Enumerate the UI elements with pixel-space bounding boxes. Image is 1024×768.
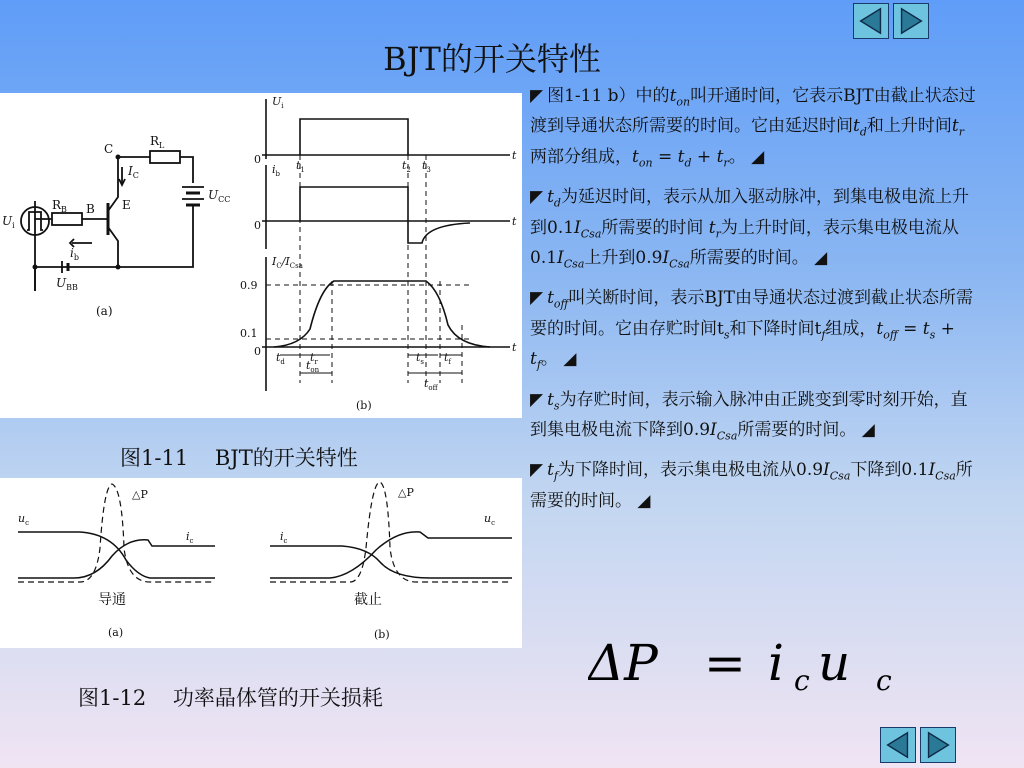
formula-i: i xyxy=(768,634,784,692)
left-uc-label: $u_c$ xyxy=(18,512,30,527)
bullet-item: ◤ $t_s$为存贮时间，表示输入脉冲由正跳变到零时刻开始，直到集电极电流下降到$0.9I_{Csa}$所需要的时间。 ◢ xyxy=(530,389,968,443)
wave-ui-label: $U_i$ xyxy=(272,95,284,110)
math-var: $t_s$ xyxy=(547,389,560,412)
circuit-panel-label: (a) xyxy=(96,304,113,318)
time-axis-label: t xyxy=(512,149,517,162)
t1-label: $t_1$ xyxy=(296,159,305,174)
formula-equals: = xyxy=(704,634,746,692)
bullet-item: ◤ 图1-11 b）中的$t_{on}$叫开通时间，它表示BJT由截止状态过渡到导通状态所需要的时间。它由延迟时间$t_d$和上升时间$t_r$两部分组成，$t_{on} = t_d + t_r$。 ◢ xyxy=(530,86,976,170)
origin-label: 0 xyxy=(254,219,261,232)
tr-label: $t_r$ xyxy=(310,351,318,366)
waveform-panel-label: (b) xyxy=(356,399,372,412)
bullet-marker-icon: ◤ xyxy=(530,288,544,309)
figure-1-11 xyxy=(0,93,522,418)
prev-slide-button-bottom[interactable] xyxy=(880,727,916,763)
ucc-label: $U_{CC}$ xyxy=(208,188,231,204)
bullet-marker-icon: ◤ xyxy=(530,86,544,106)
formula-u: u xyxy=(818,634,851,692)
bullet-item: ◤ $t_d$为延迟时间，表示从加入驱动脉冲，到集电极电流上升到$0.1I_{Csa}$所需要的时间 $t_r$为上升时间，表示集电极电流从$0.1I_{Csa}$上升到$0.9I_{Csa}$所需要的时间。 ◢ xyxy=(530,187,969,271)
ic-label: $I_C$ xyxy=(128,164,139,180)
figure-1-12-caption: 图1-12 功率晶体管的开关损耗 xyxy=(78,686,383,710)
math-var: $t_{off}$ xyxy=(876,318,898,342)
power-loss-formula xyxy=(588,628,918,696)
prev-slide-button[interactable] xyxy=(853,3,889,39)
left-panel-label: (a) xyxy=(108,626,124,639)
math-var: $t_{on}$ xyxy=(669,86,691,109)
formula-i-sub: c xyxy=(794,664,810,696)
left-ic-label: $i_c$ xyxy=(186,530,194,545)
page-title: BJT的开关特性 xyxy=(383,40,601,78)
right-panel-label: (b) xyxy=(374,628,390,641)
t2-label: $t_2$ xyxy=(402,159,411,174)
ui-label: $U_i$ xyxy=(2,214,15,230)
emitter-label: E xyxy=(122,198,131,212)
level-01-label: 0.1 xyxy=(240,327,258,340)
math-var: $t_r$ xyxy=(951,116,964,139)
math-var: $I_{Csa}$ xyxy=(557,247,585,271)
ubb-label: $U_{BB}$ xyxy=(56,276,78,292)
td-label: $t_d$ xyxy=(276,351,285,366)
math-var: f xyxy=(821,328,826,342)
bullet-marker-icon: ◤ xyxy=(530,187,544,208)
origin-label: 0 xyxy=(254,345,261,358)
next-slide-button-bottom[interactable] xyxy=(920,727,956,763)
math-var: $t_{on}$ xyxy=(632,146,653,170)
bullet-item: ◤ $t_{off}$叫关断时间，表示BJT由导通状态过渡到截止状态所需要的时间。它由存贮时间$t_s$和下降时间$t_f$组成，$t_{off} = t_s + t_f$。 ◢ xyxy=(530,288,973,372)
left-name-label: 导通 xyxy=(98,592,126,608)
wave-ic-label: $I_C/I_{Csa}$ xyxy=(272,255,303,270)
right-uc-label: $u_c$ xyxy=(484,512,496,527)
formula-lhs: ΔP xyxy=(588,634,658,692)
ton-label: $t_{on}$ xyxy=(306,359,320,374)
next-slide-button[interactable] xyxy=(893,3,929,39)
t3-label: $t_3$ xyxy=(422,159,431,174)
time-axis-label: t xyxy=(512,341,517,354)
triangle-left-icon xyxy=(854,4,888,38)
time-axis-label: t xyxy=(512,215,517,228)
wave-ib-label: $i_b$ xyxy=(272,163,281,178)
rl-label: $R_L$ xyxy=(150,134,165,150)
math-var: $t_f$ xyxy=(530,349,541,372)
bullet-marker-icon: ◤ xyxy=(530,460,544,481)
right-ic-label: $i_c$ xyxy=(280,530,288,545)
left-dp-label: △P xyxy=(132,488,148,501)
math-var: $t_d$ xyxy=(853,116,867,139)
math-var: $t_d$ xyxy=(547,187,561,210)
tf-label: $t_f$ xyxy=(444,351,452,366)
bullet-item: ◤ $t_f$为下降时间，表示集电极电流从$0.9I_{Csa}$下降到$0.1I_{Csa}$所需要的时间。 ◢ xyxy=(530,460,973,511)
math-var: $t_f$ xyxy=(547,460,558,483)
figure-1-12 xyxy=(0,478,522,648)
collector-label: C xyxy=(104,142,114,156)
ib-label: $i_b$ xyxy=(70,246,79,262)
right-name-label: 截止 xyxy=(354,592,382,608)
level-09-label: 0.9 xyxy=(240,279,258,292)
ts-label: $t_s$ xyxy=(416,351,425,366)
triangle-right-icon xyxy=(894,4,928,38)
base-label: B xyxy=(86,202,95,216)
math-var: $I_{Csa}$ xyxy=(928,460,956,483)
math-var: $t_d$ xyxy=(677,146,692,170)
bullet-marker-icon: ◤ xyxy=(530,389,544,410)
formula-u-sub: c xyxy=(876,664,892,696)
triangle-left-icon xyxy=(881,728,915,762)
math-var: $I_{Csa}$ xyxy=(662,247,690,271)
origin-label: 0 xyxy=(254,153,261,166)
math-var: $t_r$ xyxy=(716,146,729,170)
math-var: $I_{Csa}$ xyxy=(574,217,602,240)
right-dp-label: △P xyxy=(398,486,414,499)
figure-1-11-caption: 图1-11 BJT的开关特性 xyxy=(120,446,358,470)
triangle-right-icon xyxy=(921,728,955,762)
math-var: $t_r$ xyxy=(708,217,721,240)
math-var: s xyxy=(723,328,730,342)
math-var: $I_{Csa}$ xyxy=(710,419,738,443)
math-var: $I_{Csa}$ xyxy=(823,460,851,483)
math-var: $t_{off}$ xyxy=(547,288,569,311)
rb-label: $R_B$ xyxy=(52,198,67,214)
bullet-list xyxy=(530,84,980,524)
toff-label: $t_{off}$ xyxy=(424,377,438,392)
math-var: $t_s$ xyxy=(922,318,936,342)
